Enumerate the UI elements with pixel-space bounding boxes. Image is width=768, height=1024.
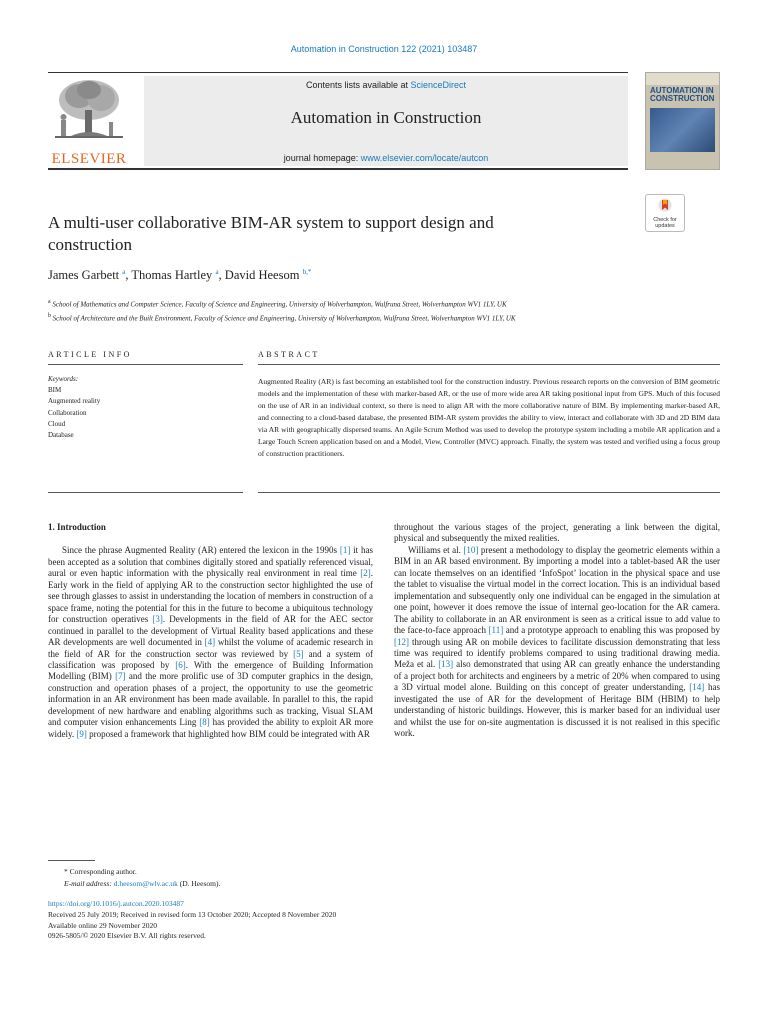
divider <box>48 492 243 493</box>
keyword: Cloud <box>48 419 66 428</box>
author-affiliation-mark[interactable]: b,* <box>302 268 312 276</box>
cover-title: AUTOMATION IN CONSTRUCTION <box>650 86 715 103</box>
available-online: Available online 29 November 2020 <box>48 920 157 930</box>
affiliations <box>48 296 728 325</box>
paragraph-text: present a methodology to display the geometric elements within a BIM in an AR based environment. By importing a model into a tablet-based AR the user can locate themselves on an identified ‘InfoSpot’ location in the physical space and use the tablet to visualise the virtual model in the correct location. This is an individual based implementation and subsequently only one individual can be engaged in the simulation at one point, however it does remove the issue of internal geo-location for the AR camera. The ability to collaborate in an AR environment is seen as a critical issue to add value to the face-to-face approach <box>394 544 720 636</box>
paragraph-text: . With the emergence of Building Information Modelling (BIM) <box>48 659 373 682</box>
section-title: 1. Introduction <box>48 522 106 532</box>
received-dates: Received 25 July 2019; Received in revised form 13 October 2020; Accepted 8 November 2020 <box>48 909 337 919</box>
article-title: A multi-user collaborative BIM-AR system to support design and construction <box>48 213 494 254</box>
check-for-updates-button[interactable] <box>645 194 685 232</box>
copyright: 0926-5805/© 2020 Elsevier B.V. All rights reserved. <box>48 931 206 941</box>
reference-link[interactable]: [3] <box>152 614 163 625</box>
author-list: James Garbett $^a$, Thomas Hartley $^a$, David Heesom $^{b,*}$ <box>48 268 312 283</box>
author-name[interactable]: David Heesom <box>224 268 300 283</box>
email-label: E-mail address: <box>64 879 112 888</box>
doi-link[interactable]: https://doi.org/10.1016/j.autcon.2020.103487 <box>48 899 184 908</box>
journal-citation[interactable]: Automation in Construction 122 (2021) 103487 <box>290 44 478 54</box>
journal-name: Automation in Construction <box>290 108 482 127</box>
paragraph-text: Williams et al. <box>408 544 464 555</box>
paragraph-text: has provided the ability to exploit AR more widely. <box>48 717 373 739</box>
body-column-right <box>394 522 720 740</box>
check-for-updates-label: Check for updates <box>653 217 677 229</box>
elsevier-logo[interactable] <box>48 76 130 166</box>
email-note <box>48 878 548 890</box>
cover-top-strip <box>646 73 719 85</box>
abstract-heading: ABSTRACT <box>258 350 320 359</box>
paragraph-text: also demonstrated that using AR can greatly enhance the understanding of a project both for architects and engineers by a metric of 20% when compared to using a 3D virtual model alone. Building on this concept of greater understanding, <box>394 659 720 693</box>
journal-cover-thumbnail[interactable] <box>645 72 720 170</box>
keyword: BIM <box>48 386 62 395</box>
header-rule-top <box>48 72 628 73</box>
paragraph-text: proposed a framework that highlighted how BIM could be integrated with AR <box>86 728 370 739</box>
elsevier-tree-icon <box>51 76 127 142</box>
email-suffix: (D. Heesom). <box>177 879 221 888</box>
reference-link[interactable]: [13] <box>438 659 454 670</box>
intro-paragraph-3 <box>394 545 720 740</box>
reference-link[interactable]: [2] <box>360 568 371 579</box>
corresponding-author-note: * Corresponding author. <box>64 867 137 876</box>
affiliation-a: $^a$ School of Mathematics and Computer Science, Faculty of Science and Engineering, University of Wolverhampton, Wulfruna Street, Wolverhampton WV1 1LY, UK <box>48 299 507 309</box>
email-link[interactable]: d.heesom@wlv.ac.uk <box>113 879 178 888</box>
intro-paragraph-2 <box>394 522 720 545</box>
reference-link[interactable]: [10] <box>463 544 479 555</box>
keywords-block <box>48 374 243 441</box>
reference-link[interactable]: [9] <box>76 728 87 739</box>
reference-link[interactable]: [14] <box>689 682 705 693</box>
paragraph-text: throughout the various stages of the project, generating a link between the digital, physical and subsequently the mixed realities. <box>394 522 720 544</box>
keywords-label: Keywords: <box>48 375 79 383</box>
footnote-rule <box>48 860 95 861</box>
author-affiliation-mark[interactable]: a <box>122 268 126 276</box>
sciencedirect-link[interactable]: ScienceDirect <box>410 80 467 90</box>
cover-image <box>650 108 715 152</box>
reference-link[interactable]: [1] <box>339 545 351 556</box>
paragraph-text: Since the phrase Augmented Reality (AR) entered the lexicon in the 1990s <box>62 545 340 556</box>
paragraph-text: . Developments in the field of AR for the AEC sector continued in parallel to the development of Virtual Reality based applications and these AR developments are well documented in <box>48 614 373 648</box>
reference-link[interactable]: [4] <box>204 637 216 648</box>
paragraph-text: through using AR on mobile devices to facilitate discussion demonstrating that less time was required to identify problems compared to using traditional drawing media. Meža et al. <box>394 636 720 670</box>
author-name[interactable]: James Garbett <box>48 268 120 283</box>
paragraph-text: has investigated the use of AR for the development of Heritage BIM (HBIM) to help understanding of historic buildings. However, this is marker based for an individual user and whilst the use for on-site augmentation is discussed it is not realised in this specific work. <box>394 682 720 739</box>
article-info-heading: ARTICLE INFO <box>48 350 132 359</box>
paragraph-text: . Early work in the field of applying AR to the construction sector highlighted the use of see through glasses to assist in understanding the location of members in construction of a space frame, noting the potential for this in the future to become a ubiquitous technology for construction operatives <box>48 568 373 625</box>
reference-link[interactable]: [7] <box>115 671 126 682</box>
reference-link[interactable]: [6] <box>175 659 186 670</box>
reference-link[interactable]: [11] <box>488 625 504 636</box>
footnotes <box>48 866 548 890</box>
homepage-line <box>144 153 628 163</box>
elsevier-wordmark: ELSEVIER <box>51 151 127 167</box>
keyword: Database <box>48 431 74 440</box>
paragraph-text: it has been accepted as a solution that combines digitally stored and spatially referenced visual, aural or even haptic information with the physically real environment in real time <box>48 545 373 579</box>
reference-link[interactable]: [8] <box>199 717 210 728</box>
abstract-text: Augmented Reality (AR) is fast becoming an established tool for the construction industry. Previous research reports on the conversion of BIM geometric models and the implementation of these with marker-based AR, or the use of more wide area AR taking positional input from GPS. Much of this focused on the use of AR in an individual context, so there is need to align AR with the more collaborative nature of BIM. By implementing marker-based AR, and connecting to a cloud-based database, the presented BIM-AR system provides the ability to view, interact and collaborate with 3D and 2D BIM data via AR with geographically dispersed teams. An Agile Scrum Method was used to develop the prototype system including a mobile AR application and a Large Touch Screen application based on and a Model, View, Controller (MVC) approach. Finally, the system was tested and verified using a focus group of construction practitioners. <box>258 377 720 458</box>
paragraph-text: and a prototype approach to enabling this was proposed by <box>503 625 721 636</box>
bookmark-icon <box>658 198 672 214</box>
paragraph-text: and a system of classification was proposed by <box>48 648 373 670</box>
keyword: Augmented reality <box>48 397 101 406</box>
contents-prefix: Contents lists available at <box>305 80 411 90</box>
header-rule-bottom <box>48 168 628 170</box>
divider <box>48 364 243 365</box>
reference-link[interactable]: [12] <box>394 636 409 647</box>
affiliation-b: $^b$ School of Architecture and the Built Environment, Faculty of Science and Engineering, University of Wolverhampton, Wulfruna Street, Wolverhampton WV1 1LY, UK <box>48 313 516 323</box>
divider <box>258 364 720 365</box>
publication-info <box>48 899 548 942</box>
intro-paragraph-1 <box>48 545 373 740</box>
keyword: Collaboration <box>48 408 87 417</box>
author-name[interactable]: Thomas Hartley <box>131 268 213 283</box>
journal-homepage-link[interactable]: www.elsevier.com/locate/autcon <box>360 153 489 163</box>
reference-link[interactable]: [5] <box>293 648 304 659</box>
contents-line <box>144 80 628 90</box>
homepage-prefix: journal homepage: <box>283 153 361 163</box>
body-column-left <box>48 522 373 740</box>
paragraph-text: whilst the volume of academic research in the field of AR for the construction sector was reviewed by <box>48 637 373 659</box>
author-affiliation-mark[interactable]: a <box>215 268 219 276</box>
divider <box>258 492 720 493</box>
paragraph-text: and the more prolific use of 3D computer graphics in the design, construction and operation phases of a project, the opportunity to use the geometric information in an AR environment has been made available. In parallel to this, the rapid development of new hardware and enabling algorithms such as tracking, Visual SLAM and computer vision enhancements Ling <box>48 671 374 728</box>
